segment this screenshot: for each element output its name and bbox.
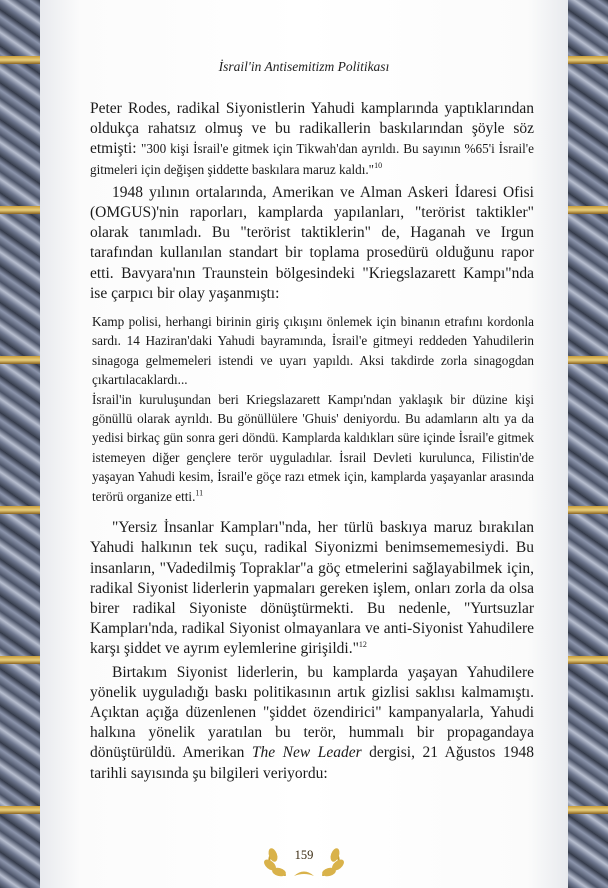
paragraph-4-text-b: dergisi, 21 Ağustos 1948 tarihli sayısında şu bilgileri veriyordu: xyxy=(90,744,534,782)
block-quote-para-2-text: İsrail'in kuruluşundan beri Kriegslazarett Kampı'ndan yaklaşık bir düzine kişi gönüllü olarak ayrıldı. Bu gönüllülere 'Ghuis' deniyordu. Bu adamların altı ya da yedisi birkaç gün sonra geri döndü. Kamplarda kaldıkları süre içinde İsrail'e gitmek istemeyen diğer gençlere terör uyguladılar. İsrail Devleti kurulunca, Filistin'de yaşayan Yahudi kesim, İsrail'e göçe razı etmek için, kamplarda yaşayanlar arasında terörü organize etti. xyxy=(92,391,534,504)
marble-border-right xyxy=(566,0,608,888)
page-number-ornament xyxy=(249,841,359,881)
magazine-title: The New Leader xyxy=(251,744,362,762)
footnote-ref-10: 10 xyxy=(374,160,383,170)
page-number: 159 xyxy=(294,848,314,862)
inline-quote: "300 kişi İsrail'e gitmek için Tikwah'dan ayrıldı. Bu sayının %65'i İsrail'e gitmeleri için değişen şiddette baskılara maruz kaldı." xyxy=(90,141,535,177)
book-page xyxy=(40,0,568,888)
block-quote-para-2 xyxy=(92,390,534,506)
paragraph-3 xyxy=(90,518,534,659)
paragraph-1 xyxy=(90,99,534,180)
footnote-ref-12: 12 xyxy=(358,640,367,650)
running-head: İsrail'in Antisemitizm Politikası xyxy=(218,59,390,74)
paragraph-2: 1948 yılının ortalarında, Amerikan ve Alman Askeri İdaresi Ofisi (OMGUS)'nin raporları, kamplarda yapılanları, "terörist taktikler" olarak tanımladı. Bu "terörist taktiklerin" de, Haganah ve Irgun tarafından kullanılan standart bir toplama prosedürü olduğunu rapor etti. Bavyara'nın Traunstein bölgesindeki "Kriegslazarett Kampı"nda ise çarpıcı bir olay yaşanmıştı: xyxy=(90,183,534,302)
paragraph-4 xyxy=(90,663,534,784)
marble-border-left xyxy=(0,0,42,888)
block-quote-para-1: Kamp polisi, herhangi birinin giriş çıkışını önlemek için binanın etrafını kordonla sardı. 14 Haziran'daki Yahudi bayramında, İsrail'e gitmeyi reddeden Yahudilerin sinagoga gelmemeleri istendi ve uyarı yapıldı. Aksi takdirde zorla sinagogdan çıkartılacaklardı... xyxy=(92,314,534,388)
body-text xyxy=(90,99,534,787)
paragraph-4-text-a: Birtakım Siyonist liderlerin, bu kamplarda yaşayan Yahudilere yönelik uyguladığı baskı politikasının artık gizlisi saklısı kalmamıştı. Açıktan açığa düzenlenen "şiddet özendirici" kampanyalarla, Yahudi halkına yönelik yaratılan bu terör, hummalı bir propagandaya dönüştürüldü. Amerikan xyxy=(90,663,534,762)
paragraph-1-text: Peter Rodes, radikal Siyonistlerin Yahudi kamplarında yaptıklarından oldukça rahatsız olmuş ve bu radikallerin baskılarından şöyle söz etmişti: xyxy=(90,100,534,158)
block-quote xyxy=(90,312,534,506)
paragraph-3-text: "Yersiz İnsanlar Kampları"nda, her türlü baskıya maruz bırakılan Yahudi halkının tek suçu, radikal Siyonizmi benimsememesiydi. Bu insanların, "Vadedilmiş Topraklar"a göç etmelerini sağlayabilmek için, radikal Siyonist liderlerin yapmaları gereken işlem, onları zorla da olsa birer radikal Siyoniste dönüştürmekti. Bu nedenle, "Yurtsuzlar Kampları'nda, radikal Siyonist olmayanlara ve anti-Siyonist Yahudilere karşı şiddet ve ayrım eylemlerine girişildi." xyxy=(90,519,534,658)
footnote-ref-11: 11 xyxy=(195,488,204,498)
